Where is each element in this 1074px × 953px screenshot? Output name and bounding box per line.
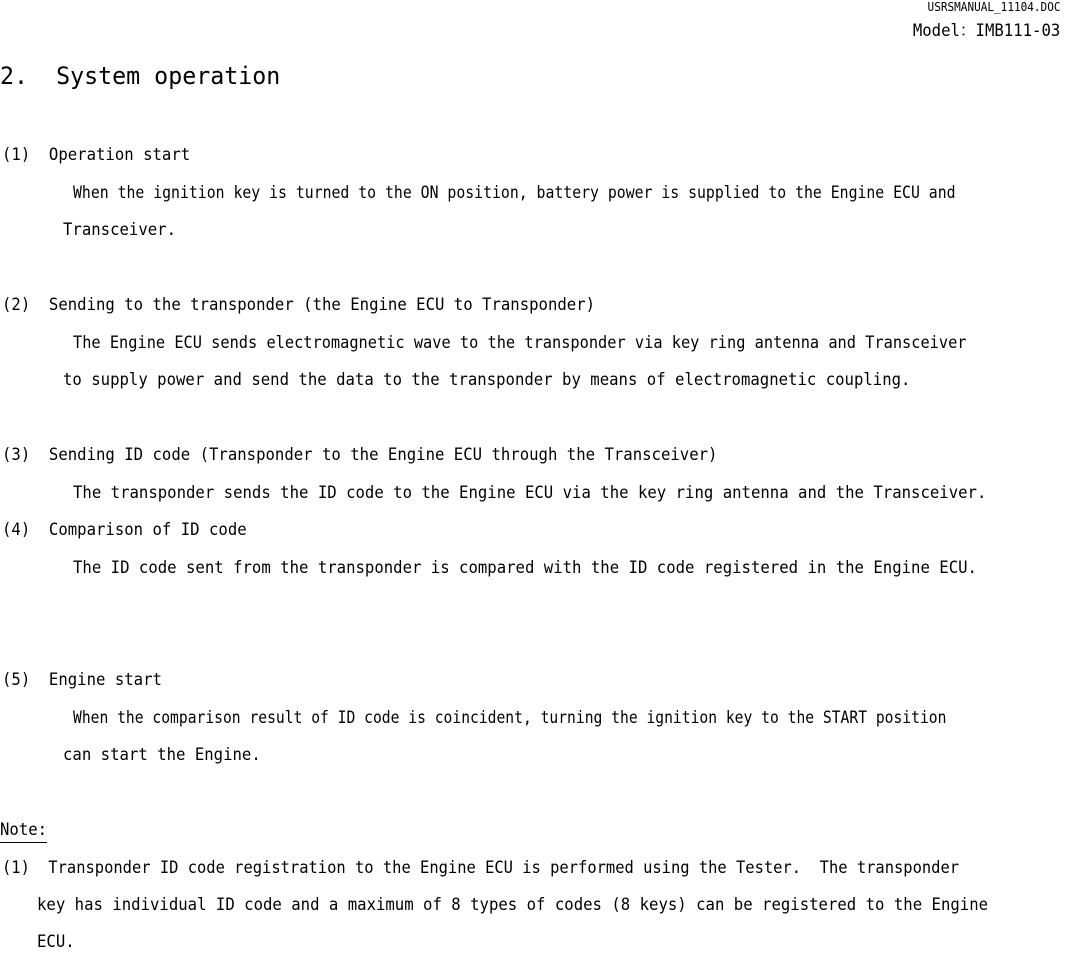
note-label: Note: [0, 819, 47, 843]
item-2-number: (2) [2, 295, 31, 315]
item-3-number: (3) [2, 445, 31, 465]
item-5-text-line: When the comparison result of ID code is coincident, turning the ignition key to the START position [73, 708, 947, 728]
item-3-heading: Sending ID code (Transponder to the Engine ECU through the Transceiver) [48, 445, 718, 465]
document-filename: USRSMANUAL_11104.DOC [927, 0, 1060, 14]
item-1-heading: Operation start [48, 145, 191, 165]
note-1-number: (1) [2, 858, 30, 878]
item-1-heading-row [2, 144, 190, 166]
item-3-text-line: The transponder sends the ID code to the Engine ECU via the key ring antenna and the Transceiver. [73, 483, 987, 503]
item-2-heading: Sending to the transponder (the Engine ECU to Transponder) [48, 295, 596, 315]
item-5-heading-row [2, 669, 162, 691]
item-5-text-line: can start the Engine. [63, 745, 261, 765]
item-1-text-line: When the ignition key is turned to the ON position, battery power is supplied to the Engine ECU and [73, 183, 956, 203]
item-1-number: (1) [2, 145, 31, 165]
item-2-heading-row [2, 294, 595, 316]
item-1-text-line: Transceiver. [63, 220, 177, 240]
item-2-text-line: to supply power and send the data to the transponder by means of electromagnetic coupling. [63, 370, 911, 390]
item-5-heading: Engine start [48, 670, 162, 690]
note-1-text-line: key has individual ID code and a maximum of 8 types of codes (8 keys) can be registered to the Engine [37, 895, 989, 915]
model-number: Model：IMB111-03 [912, 21, 1060, 41]
note-1-text-line: Transponder ID code registration to the Engine ECU is performed using the Tester. The transponder [48, 858, 960, 878]
note-1-text-line: ECU. [37, 932, 75, 952]
item-3-heading-row [2, 444, 717, 466]
section-title: 2. System operation [0, 62, 281, 90]
note-1-row [2, 857, 959, 879]
item-4-heading-row [2, 519, 247, 541]
item-4-text-line: The ID code sent from the transponder is compared with the ID code registered in the Engine ECU. [73, 558, 977, 578]
item-5-number: (5) [2, 670, 31, 690]
item-4-heading: Comparison of ID code [48, 520, 247, 540]
item-4-number: (4) [2, 520, 31, 540]
item-2-text-line: The Engine ECU sends electromagnetic wave to the transponder via key ring antenna and Transceiver [73, 333, 967, 353]
